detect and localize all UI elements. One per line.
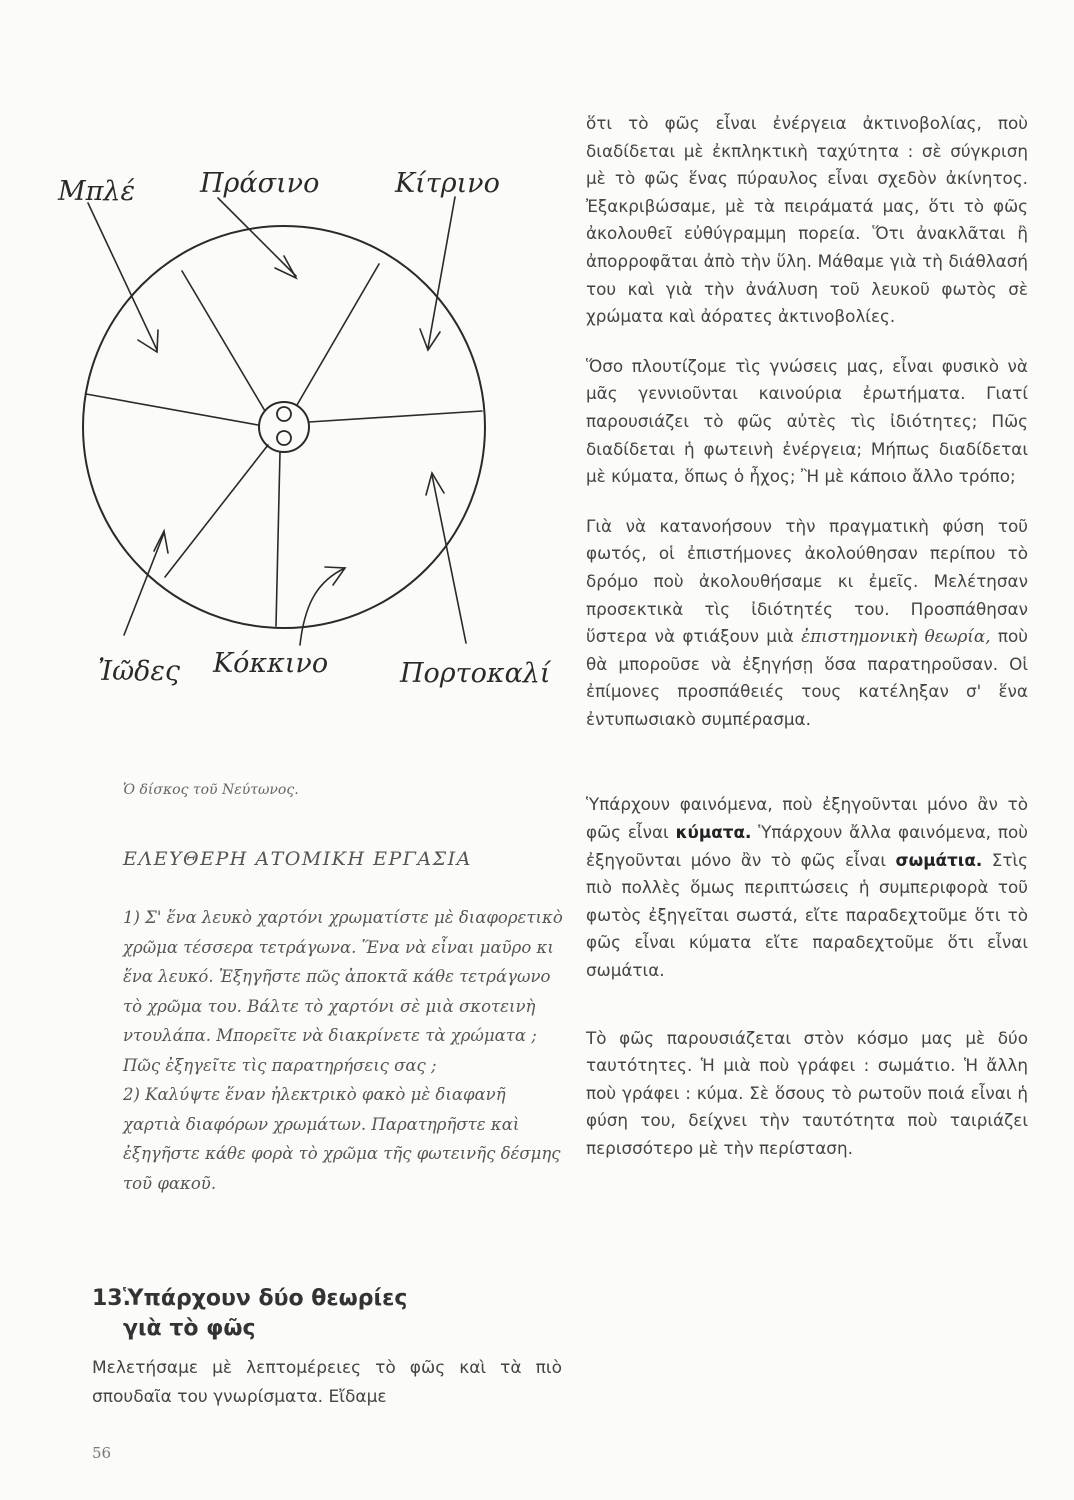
exercise-body [123,903,568,1198]
figure-caption: Ὁ δίσκος τοῦ Νεύτωνος. [123,782,299,798]
waves-term: κύματα. [675,822,752,843]
label-red: Κόκκινο [213,648,329,679]
label-orange: Πορτοκαλί [400,658,551,689]
exercise-paragraph-1: 1) Σ' ἕνα λευκὸ χαρτόνι χρωματίστε μὲ διαφορετικὸ χρῶμα τέσσερα τετράγωνα. Ἕνα νὰ εἶναι μαῦρο κι ἕνα λευκό. Ἐξηγῆστε πῶς ἀποκτᾶ κάθε τετράγωνο τὸ χρῶμα του. Βάλτε τὸ χαρτόνι σὲ μιὰ σκοτεινὴ ντουλάπα. Μπορεῖτε νὰ διακρίνετε τὰ χρώματα ; Πῶς ἐξηγεῖτε τὶς παρατηρήσεις σας ; [123,908,563,1075]
section-title-line-1: Ὑπάρχουν δύο θεωρίες [123,1286,408,1311]
paragraph-properties-summary: ὅτι τὸ φῶς εἶναι ἐνέργεια ἀκτινοβολίας, ποὺ διαδίδεται μὲ ἐκπληκτικὴ ταχύτητα : σὲ σύγκριση μὲ τὸ φῶς ἕνας πύραυλος εἶναι σχεδὸν ἀκίνητος. Ἐξακριβώσαμε, μὲ τὰ πειράματά μας, ὅτι τὸ φῶς ἀκολουθεῖ εὐθύγραμμη πορεία. Ὅτι ἀνακλᾶται ἢ ἀπορροφᾶται ἀπὸ τὴν ὕλη. Μάθαμε γιὰ τὴ διάθλασή του καὶ γιὰ τὴν ἀνάλυση τοῦ λευκοῦ φωτὸς σὲ χρώματα καὶ ἀόρατες ἀκτινοβολίες. [586,113,1028,327]
section-heading [92,1284,552,1344]
label-violet: Ἰῶδες [98,656,180,687]
section-number: 13. [92,1286,131,1311]
hub-hole-bottom [277,431,291,445]
scientific-theory-term: ἐπιστημονικὴ θεωρία, [801,626,991,647]
hub-hole-top [277,407,291,421]
particles-term: σωμάτια. [895,849,983,870]
paragraph-scientists [586,513,1028,734]
label-green: Πράσινο [200,168,320,199]
newton-disk-figure [0,0,580,720]
scientists-text-b: ποὺ θὰ μποροῦσε νὰ ἐξηγήσῃ ὅσα παρατηροῦσαν. Οἱ ἐπίμονες προσπάθειές τους κατέληξαν σ' ἕνα ἐντυπωσιακὸ συμπέρασμα. [586,626,1028,729]
section-title-line-2: γιὰ τὸ φῶς [123,1316,256,1341]
newton-disk-rim [83,226,485,628]
waves-text-b: Ὑπάρχουν ἄλλα φαινόμενα, ποὺ ἐξηγοῦνται μόνο ἂν τὸ φῶς εἶναι [586,822,1028,870]
waves-text-c: Στὶς πιὸ πολλὲς ὅμως περιπτώσεις ἡ συμπεριφορὰ τοῦ φωτὸς ἐξηγεῖται σωστά, εἴτε παραδεχτοῦμε ὅτι τὸ φῶς εἶναι κύματα εἴτε παραδεχτοῦμε ὅτι εἶναι σωμάτια. [586,849,1028,981]
label-blue: Μπλέ [58,176,135,207]
exercise-title: ΕΛΕΥΘΕΡΗ ΑΤΟΜΙΚΗ ΕΡΓΑΣΙΑ [123,848,472,870]
scientists-text-a: Γιὰ νὰ κατανοήσουν τὴν πραγματικὴ φύση τοῦ φωτός, οἱ ἐπιστήμονες ἀκολούθησαν περίπου τὸ δρόμο ποὺ ἀκολουθήσαμε κι ἐμεῖς. Μελέτησαν προσεκτικὰ τὶς ἰδιότητές του. Προσπάθησαν ὕστερα νὰ φτιάξουν μιὰ [586,515,1028,647]
paragraph-new-questions: Ὅσο πλουτίζομε τὶς γνώσεις μας, εἶναι φυσικὸ νὰ μᾶς γεννιοῦνται καινούρια ἐρωτήματα. Γιατί παρουσιάζει τὸ φῶς αὐτὲς τὶς ἰδιότητες; Πῶς διαδίδεται ἡ φωτεινὴ ἐνέργεια; Μήπως διαδίδεται μὲ κύματα, ὅπως ὁ ἦχος; Ἢ μὲ κάποιο ἄλλο τρόπο; [586,355,1028,487]
section-intro-paragraph: Μελετήσαμε μὲ λεπτομέρειες τὸ φῶς καὶ τὰ πιὸ σπουδαῖα του γνωρίσματα. Εἴδαμε [92,1358,562,1407]
waves-text-a: Ὑπάρχουν φαινόμενα, ποὺ ἐξηγοῦνται μόνο ἂν τὸ φῶς εἶναι [586,794,1028,843]
exercise-paragraph-2: 2) Καλύψτε ἕναν ἠλεκτρικὸ φακὸ μὲ διαφανῆ χαρτιὰ διαφόρων χρωμάτων. Παρατηρῆστε καὶ ἐξηγῆστε κάθε φορὰ τὸ χρῶμα τῆς φωτεινῆς δέσμης τοῦ φακοῦ. [123,1085,561,1193]
paragraph-two-identities: Τὸ φῶς παρουσιάζεται στὸν κόσμο μας μὲ δύο ταυτότητες. Ἡ μιὰ ποὺ γράφει : σωμάτιο. Ἡ ἄλλη ποὺ γράφει : κύμα. Σὲ ὅσους τὸ ρωτοῦν ποιά εἶναι ἡ φύση του, δείχνει τὴν ταυτότητα ποὺ ταιριάζει περισσότερο μὲ τὴν περίσταση. [586,1027,1028,1158]
paragraph-waves-particles [586,791,1028,984]
label-yellow: Κίτρινο [395,168,500,199]
page-number: 56 [92,1444,112,1462]
right-column [586,110,1028,1163]
